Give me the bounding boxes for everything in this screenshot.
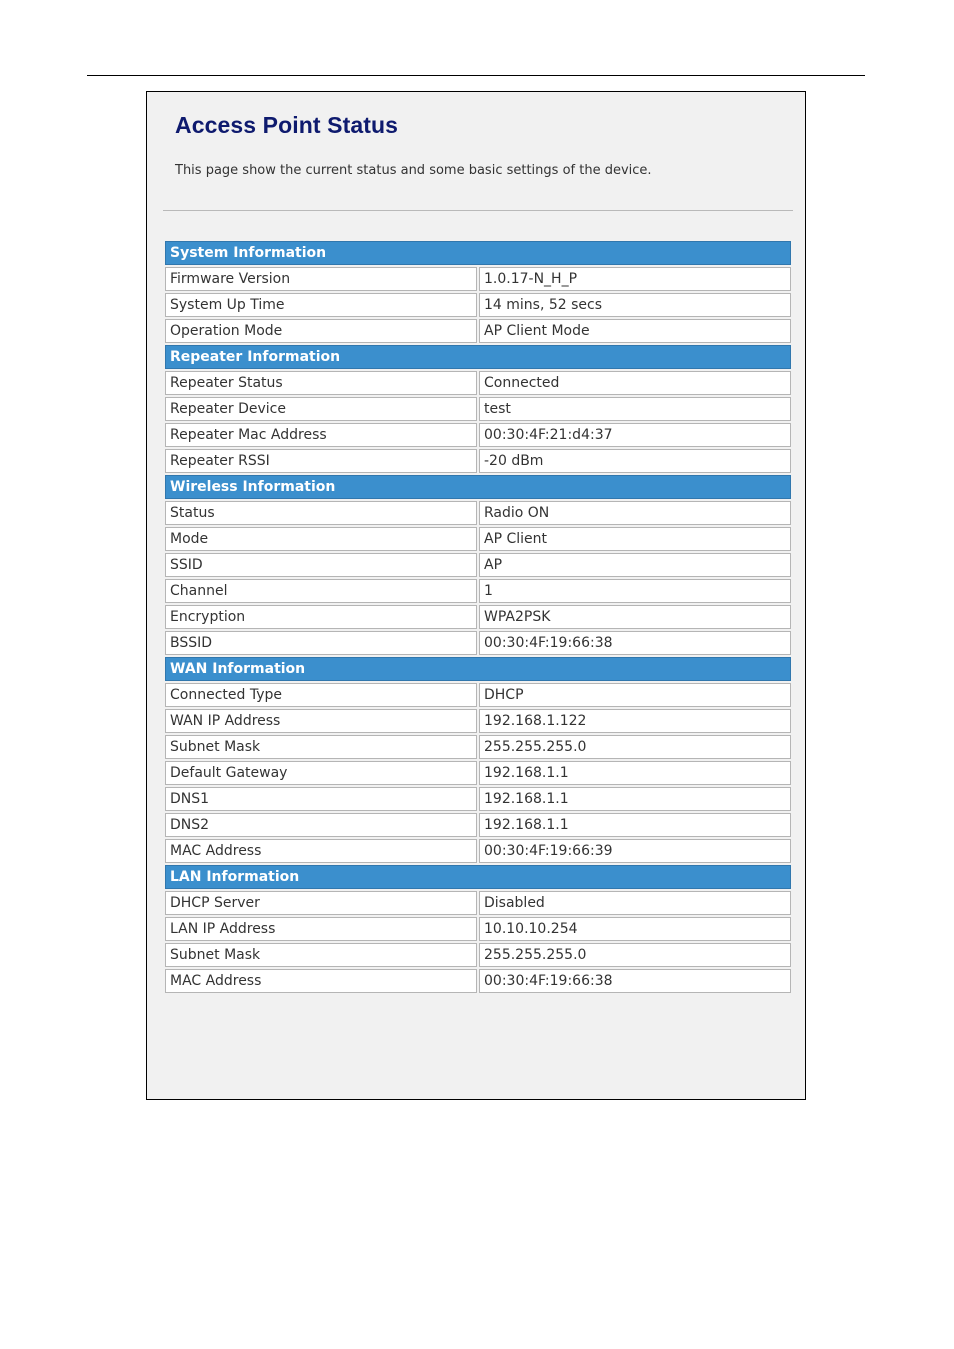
field-value: 14 mins, 52 secs <box>479 293 791 317</box>
field-value: WPA2PSK <box>479 605 791 629</box>
section-header-row <box>165 865 791 889</box>
field-label: MAC Address <box>165 969 477 993</box>
table-row <box>165 943 791 967</box>
field-value: 00:30:4F:21:d4:37 <box>479 423 791 447</box>
field-value: AP Client Mode <box>479 319 791 343</box>
field-label: Operation Mode <box>165 319 477 343</box>
page-description: This page show the current status and some basic settings of the device. <box>175 163 652 178</box>
table-row <box>165 293 791 317</box>
field-label: MAC Address <box>165 839 477 863</box>
table-row <box>165 631 791 655</box>
field-value: AP Client <box>479 527 791 551</box>
table-row <box>165 267 791 291</box>
status-panel <box>146 91 806 1100</box>
table-row <box>165 319 791 343</box>
field-label: BSSID <box>165 631 477 655</box>
status-table-body <box>165 241 791 993</box>
field-value: 255.255.255.0 <box>479 735 791 759</box>
field-value: 192.168.1.1 <box>479 813 791 837</box>
field-value: Connected <box>479 371 791 395</box>
page-top-rule <box>87 75 865 76</box>
table-row <box>165 449 791 473</box>
field-label: Repeater Mac Address <box>165 423 477 447</box>
field-label: Channel <box>165 579 477 603</box>
page-title: Access Point Status <box>175 112 399 138</box>
field-value: 1 <box>479 579 791 603</box>
table-row <box>165 969 791 993</box>
field-label: Status <box>165 501 477 525</box>
table-row <box>165 605 791 629</box>
field-label: Connected Type <box>165 683 477 707</box>
field-value: 10.10.10.254 <box>479 917 791 941</box>
section-heading-wan-information: WAN Information <box>165 657 791 681</box>
field-value: 192.168.1.122 <box>479 709 791 733</box>
table-row <box>165 735 791 759</box>
field-label: DNS1 <box>165 787 477 811</box>
table-row <box>165 891 791 915</box>
table-row <box>165 761 791 785</box>
field-value: 00:30:4F:19:66:39 <box>479 839 791 863</box>
status-table <box>163 239 793 995</box>
field-label: Repeater Device <box>165 397 477 421</box>
field-value: 255.255.255.0 <box>479 943 791 967</box>
section-heading-lan-information: LAN Information <box>165 865 791 889</box>
field-value: 192.168.1.1 <box>479 761 791 785</box>
table-row <box>165 423 791 447</box>
table-row <box>165 709 791 733</box>
field-label: WAN IP Address <box>165 709 477 733</box>
section-header-row <box>165 657 791 681</box>
field-label: Subnet Mask <box>165 943 477 967</box>
field-value: Disabled <box>479 891 791 915</box>
field-value: 1.0.17-N_H_P <box>479 267 791 291</box>
table-row <box>165 579 791 603</box>
field-value: 00:30:4F:19:66:38 <box>479 631 791 655</box>
table-row <box>165 813 791 837</box>
section-heading-repeater-information: Repeater Information <box>165 345 791 369</box>
table-row <box>165 839 791 863</box>
section-header-row <box>165 241 791 265</box>
field-value: 192.168.1.1 <box>479 787 791 811</box>
field-label: Default Gateway <box>165 761 477 785</box>
field-value: 00:30:4F:19:66:38 <box>479 969 791 993</box>
field-label: Firmware Version <box>165 267 477 291</box>
field-label: Subnet Mask <box>165 735 477 759</box>
field-value: test <box>479 397 791 421</box>
field-label: Repeater RSSI <box>165 449 477 473</box>
table-row <box>165 917 791 941</box>
field-value: -20 dBm <box>479 449 791 473</box>
section-heading-system-information: System Information <box>165 241 791 265</box>
section-header-row <box>165 475 791 499</box>
table-row <box>165 371 791 395</box>
field-label: DNS2 <box>165 813 477 837</box>
field-value: DHCP <box>479 683 791 707</box>
table-row <box>165 397 791 421</box>
field-value: AP <box>479 553 791 577</box>
field-label: DHCP Server <box>165 891 477 915</box>
table-row <box>165 553 791 577</box>
header-divider <box>163 210 793 211</box>
table-row <box>165 527 791 551</box>
field-label: System Up Time <box>165 293 477 317</box>
field-label: Encryption <box>165 605 477 629</box>
table-row <box>165 683 791 707</box>
field-label: SSID <box>165 553 477 577</box>
field-label: Repeater Status <box>165 371 477 395</box>
section-header-row <box>165 345 791 369</box>
field-value: Radio ON <box>479 501 791 525</box>
field-label: LAN IP Address <box>165 917 477 941</box>
section-heading-wireless-information: Wireless Information <box>165 475 791 499</box>
table-row <box>165 501 791 525</box>
table-row <box>165 787 791 811</box>
field-label: Mode <box>165 527 477 551</box>
